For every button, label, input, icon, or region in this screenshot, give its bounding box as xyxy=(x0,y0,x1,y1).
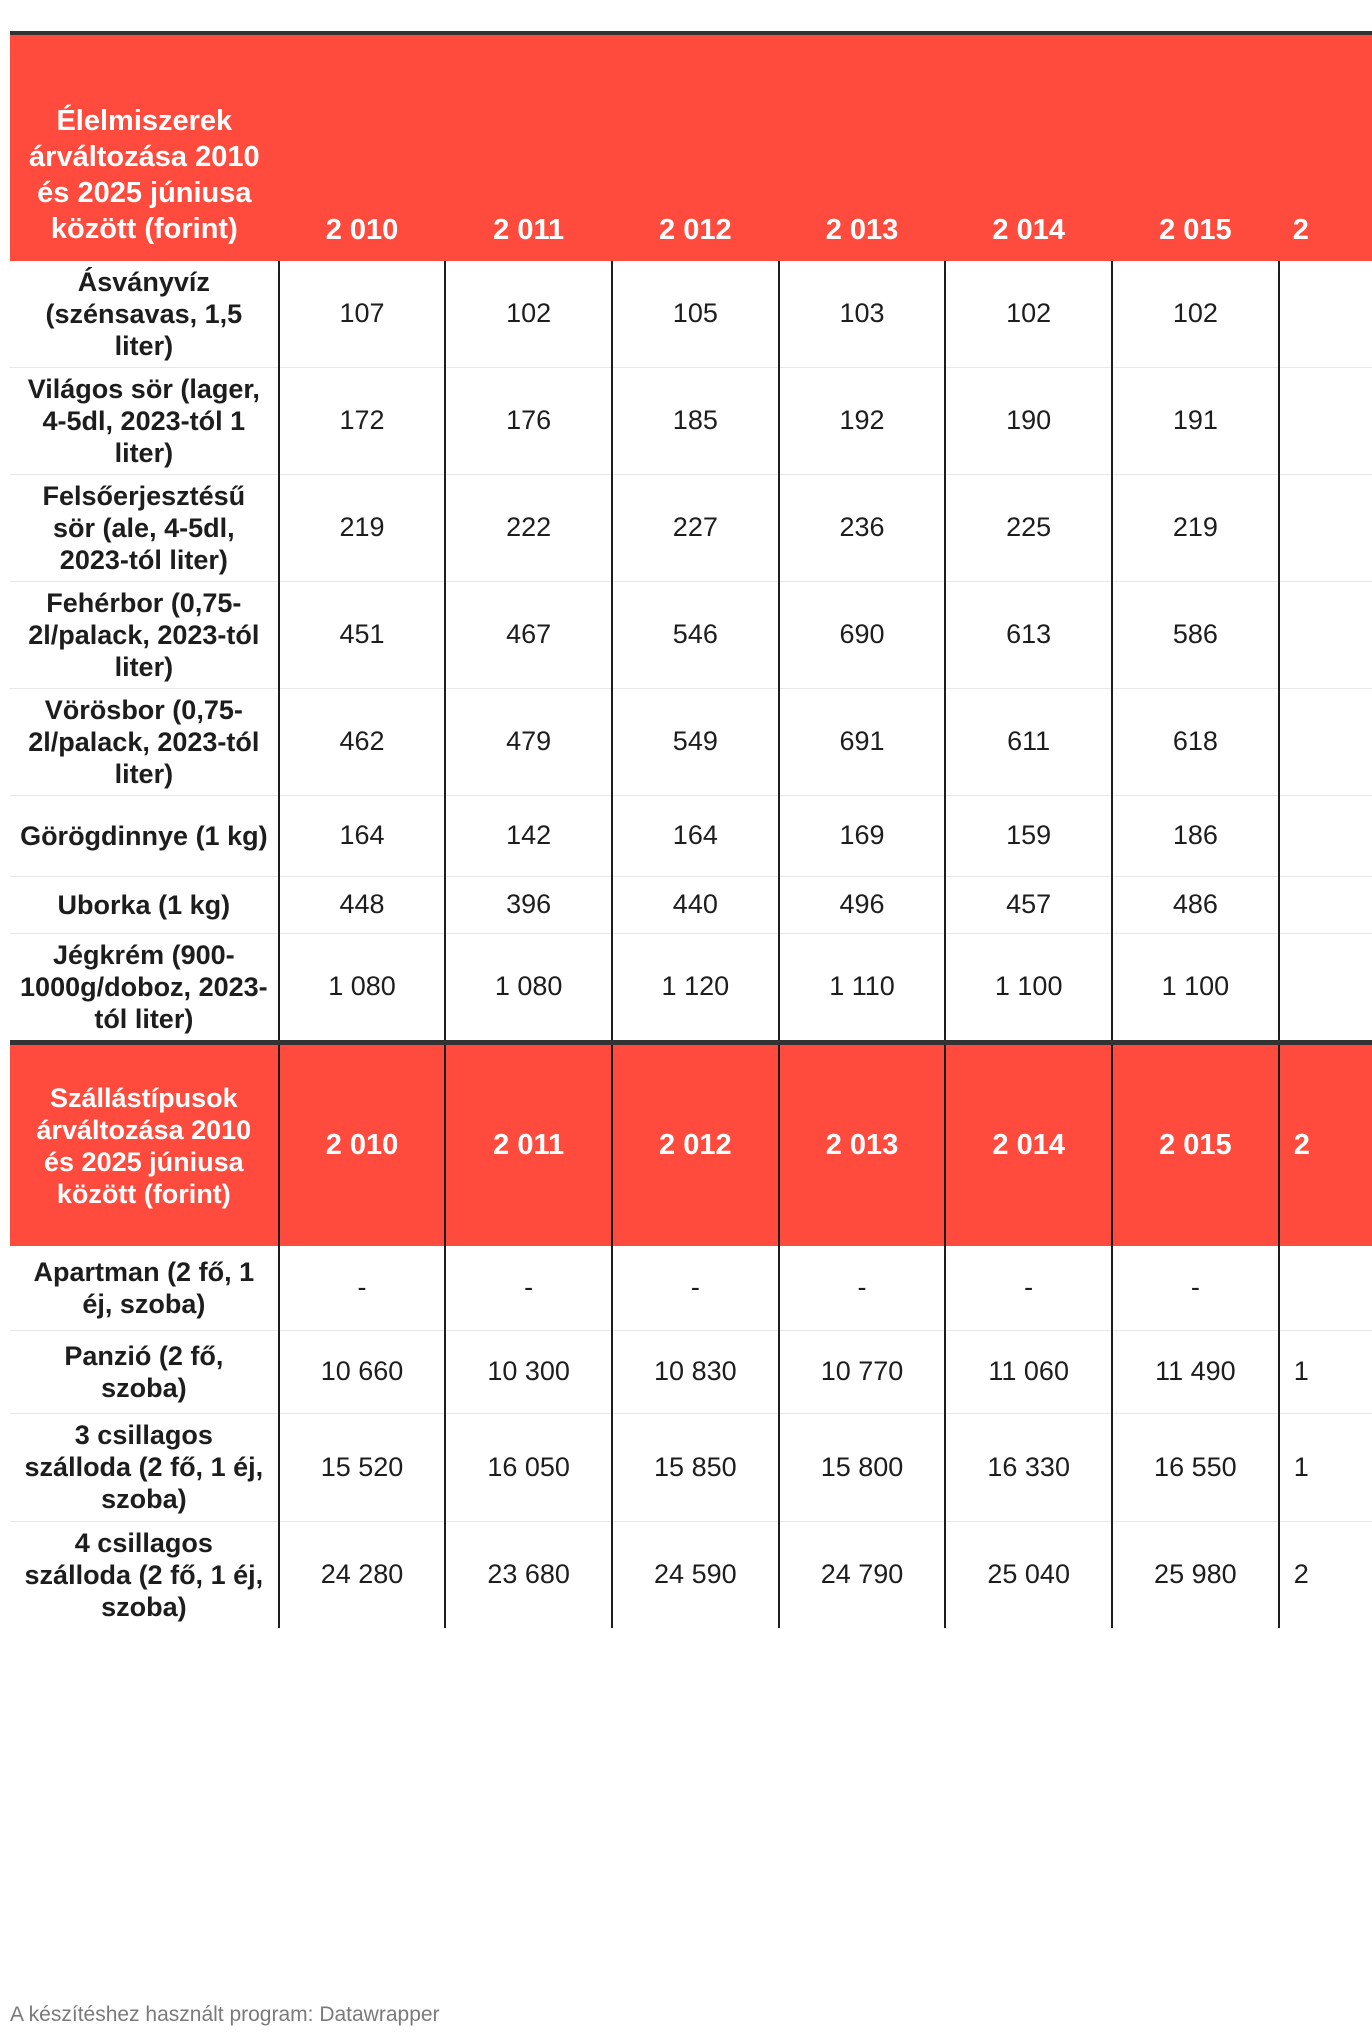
table-row xyxy=(10,1330,1372,1413)
price-cell: 236 xyxy=(779,474,946,581)
price-cell: 102 xyxy=(445,261,612,367)
table-row xyxy=(10,367,1372,474)
price-cell: 25 980 xyxy=(1112,1521,1279,1628)
price-cell: - xyxy=(945,1246,1112,1330)
price-cell: 24 790 xyxy=(779,1521,946,1628)
accommodation-table-body xyxy=(10,1246,1372,1628)
row-label: Világos sör (lager, 4-5dl, 2023-tól 1 liter) xyxy=(10,367,279,474)
table-row xyxy=(10,688,1372,795)
row-label: Panzió (2 fő, szoba) xyxy=(10,1330,279,1413)
row-label: Vörösbor (0,75-2l/palack, 2023-tól liter) xyxy=(10,688,279,795)
price-cell: 15 800 xyxy=(779,1413,946,1521)
footer-credit: A készítéshez használt program: Datawrapper xyxy=(10,2003,440,2026)
price-cell: - xyxy=(1112,1246,1279,1330)
year-header[interactable]: 2 xyxy=(1279,1045,1372,1246)
price-cell: 105 xyxy=(612,261,779,367)
price-table-container[interactable] xyxy=(10,31,1310,1628)
price-cell xyxy=(1279,688,1372,795)
price-cell: 15 520 xyxy=(279,1413,446,1521)
price-cell xyxy=(1279,261,1372,367)
row-label: 4 csillagos szálloda (2 fő, 1 éj, szoba) xyxy=(24,1527,264,1622)
price-cell: 24 280 xyxy=(279,1521,446,1628)
price-cell: 549 xyxy=(612,688,779,795)
price-cell: 192 xyxy=(779,367,946,474)
price-cell: 190 xyxy=(945,367,1112,474)
price-cell: 11 060 xyxy=(945,1330,1112,1413)
price-cell: 185 xyxy=(612,367,779,474)
price-cell: 225 xyxy=(945,474,1112,581)
price-cell: 451 xyxy=(279,581,446,688)
price-cell: 690 xyxy=(779,581,946,688)
year-header[interactable]: 2 010 xyxy=(279,1045,446,1246)
year-header[interactable]: 2 015 xyxy=(1112,1045,1279,1246)
year-header[interactable]: 2 xyxy=(1279,35,1372,261)
price-cell: 164 xyxy=(612,795,779,876)
price-cell: 10 300 xyxy=(445,1330,612,1413)
row-label: Uborka (1 kg) xyxy=(10,876,279,933)
price-cell: 11 490 xyxy=(1112,1330,1279,1413)
price-cell: 613 xyxy=(945,581,1112,688)
year-header[interactable]: 2 011 xyxy=(445,1045,612,1246)
year-header[interactable]: 2 012 xyxy=(612,1045,779,1246)
row-label: 3 csillagos szálloda (2 fő, 1 éj, szoba) xyxy=(10,1413,279,1521)
price-cell: 457 xyxy=(945,876,1112,933)
table-row xyxy=(10,1521,1372,1628)
price-cell: 1 110 xyxy=(779,933,946,1040)
section-separator xyxy=(10,1040,1372,1246)
year-header[interactable]: 2 015 xyxy=(1112,35,1279,261)
food-header-row xyxy=(10,35,1372,261)
price-cell: 1 100 xyxy=(1112,933,1279,1040)
price-cell: 479 xyxy=(445,688,612,795)
price-cell: 462 xyxy=(279,688,446,795)
price-cell: 159 xyxy=(945,795,1112,876)
price-cell: 219 xyxy=(1112,474,1279,581)
price-cell: 611 xyxy=(945,688,1112,795)
price-cell: 219 xyxy=(279,474,446,581)
table-row xyxy=(10,933,1372,1040)
price-cell: 164 xyxy=(279,795,446,876)
year-header[interactable]: 2 014 xyxy=(945,1045,1112,1246)
price-cell: - xyxy=(279,1246,446,1330)
price-cell: 440 xyxy=(612,876,779,933)
price-cell: 691 xyxy=(779,688,946,795)
table-row xyxy=(10,581,1372,688)
table-row xyxy=(10,1413,1372,1521)
price-cell: 16 550 xyxy=(1112,1413,1279,1521)
row-label: Apartman (2 fő, 1 éj, szoba) xyxy=(10,1246,279,1330)
year-header[interactable]: 2 010 xyxy=(279,35,446,261)
price-cell: 1 080 xyxy=(445,933,612,1040)
price-cell: 396 xyxy=(445,876,612,933)
year-header[interactable]: 2 013 xyxy=(779,1045,946,1246)
price-cell: - xyxy=(445,1246,612,1330)
price-cell: 2 xyxy=(1279,1521,1372,1628)
price-cell: 10 830 xyxy=(612,1330,779,1413)
price-cell: 10 660 xyxy=(279,1330,446,1413)
table-row xyxy=(10,261,1372,367)
row-label: Felsőerjesztésű sör (ale, 4-5dl, 2023-tól liter) xyxy=(10,474,279,581)
year-header[interactable]: 2 011 xyxy=(445,35,612,261)
price-cell: 172 xyxy=(279,367,446,474)
price-cell: 496 xyxy=(779,876,946,933)
year-header[interactable]: 2 012 xyxy=(612,35,779,261)
price-cell: 15 850 xyxy=(612,1413,779,1521)
accommodation-table-title: Szállástípusok árváltozása 2010 és 2025 júniusa között (forint) xyxy=(10,1045,279,1246)
price-cell: 448 xyxy=(279,876,446,933)
price-cell: 1 080 xyxy=(279,933,446,1040)
price-cell xyxy=(1279,367,1372,474)
price-cell: 16 050 xyxy=(445,1413,612,1521)
price-cell: 546 xyxy=(612,581,779,688)
price-cell: 107 xyxy=(279,261,446,367)
price-cell: 486 xyxy=(1112,876,1279,933)
price-cell: 24 590 xyxy=(612,1521,779,1628)
price-cell: 169 xyxy=(779,795,946,876)
table-row xyxy=(10,1246,1372,1330)
price-cell: 142 xyxy=(445,795,612,876)
price-cell: 227 xyxy=(612,474,779,581)
food-table-title: Élelmiszerek árváltozása 2010 és 2025 júniusa között (forint) xyxy=(10,35,279,261)
price-cell: - xyxy=(612,1246,779,1330)
price-cell: 23 680 xyxy=(445,1521,612,1628)
table-row xyxy=(10,795,1372,876)
price-cell xyxy=(1279,933,1372,1040)
price-cell: 222 xyxy=(445,474,612,581)
price-cell: 1 xyxy=(1279,1413,1372,1521)
price-cell xyxy=(1279,474,1372,581)
price-cell: 191 xyxy=(1112,367,1279,474)
price-cell: 16 330 xyxy=(945,1413,1112,1521)
price-cell: 586 xyxy=(1112,581,1279,688)
price-cell xyxy=(1279,795,1372,876)
price-cell: 10 770 xyxy=(779,1330,946,1413)
price-cell: 102 xyxy=(1112,261,1279,367)
table-row xyxy=(10,474,1372,581)
price-cell: 186 xyxy=(1112,795,1279,876)
year-header[interactable]: 2 014 xyxy=(945,35,1112,261)
price-cell xyxy=(1279,581,1372,688)
price-cell xyxy=(1279,876,1372,933)
price-cell: 1 120 xyxy=(612,933,779,1040)
year-header[interactable]: 2 013 xyxy=(779,35,946,261)
price-cell: 176 xyxy=(445,367,612,474)
price-table xyxy=(10,31,1372,1628)
price-cell: 467 xyxy=(445,581,612,688)
table-row xyxy=(10,876,1372,933)
row-label: Jégkrém (900-1000g/doboz, 2023-tól liter) xyxy=(20,939,268,1034)
price-cell: 1 100 xyxy=(945,933,1112,1040)
accommodation-header-row xyxy=(10,1045,1372,1246)
row-label: Görögdinnye (1 kg) xyxy=(10,795,279,876)
price-cell: 1 xyxy=(1279,1330,1372,1413)
price-cell: 618 xyxy=(1112,688,1279,795)
price-cell: - xyxy=(779,1246,946,1330)
price-cell: 25 040 xyxy=(945,1521,1112,1628)
price-cell: 103 xyxy=(779,261,946,367)
price-cell: 102 xyxy=(945,261,1112,367)
row-label: Ásványvíz (szénsavas, 1,5 liter) xyxy=(10,261,279,367)
food-table-body xyxy=(10,261,1372,1040)
price-cell xyxy=(1279,1246,1372,1330)
row-label: Fehérbor (0,75-2l/palack, 2023-tól liter) xyxy=(10,581,279,688)
